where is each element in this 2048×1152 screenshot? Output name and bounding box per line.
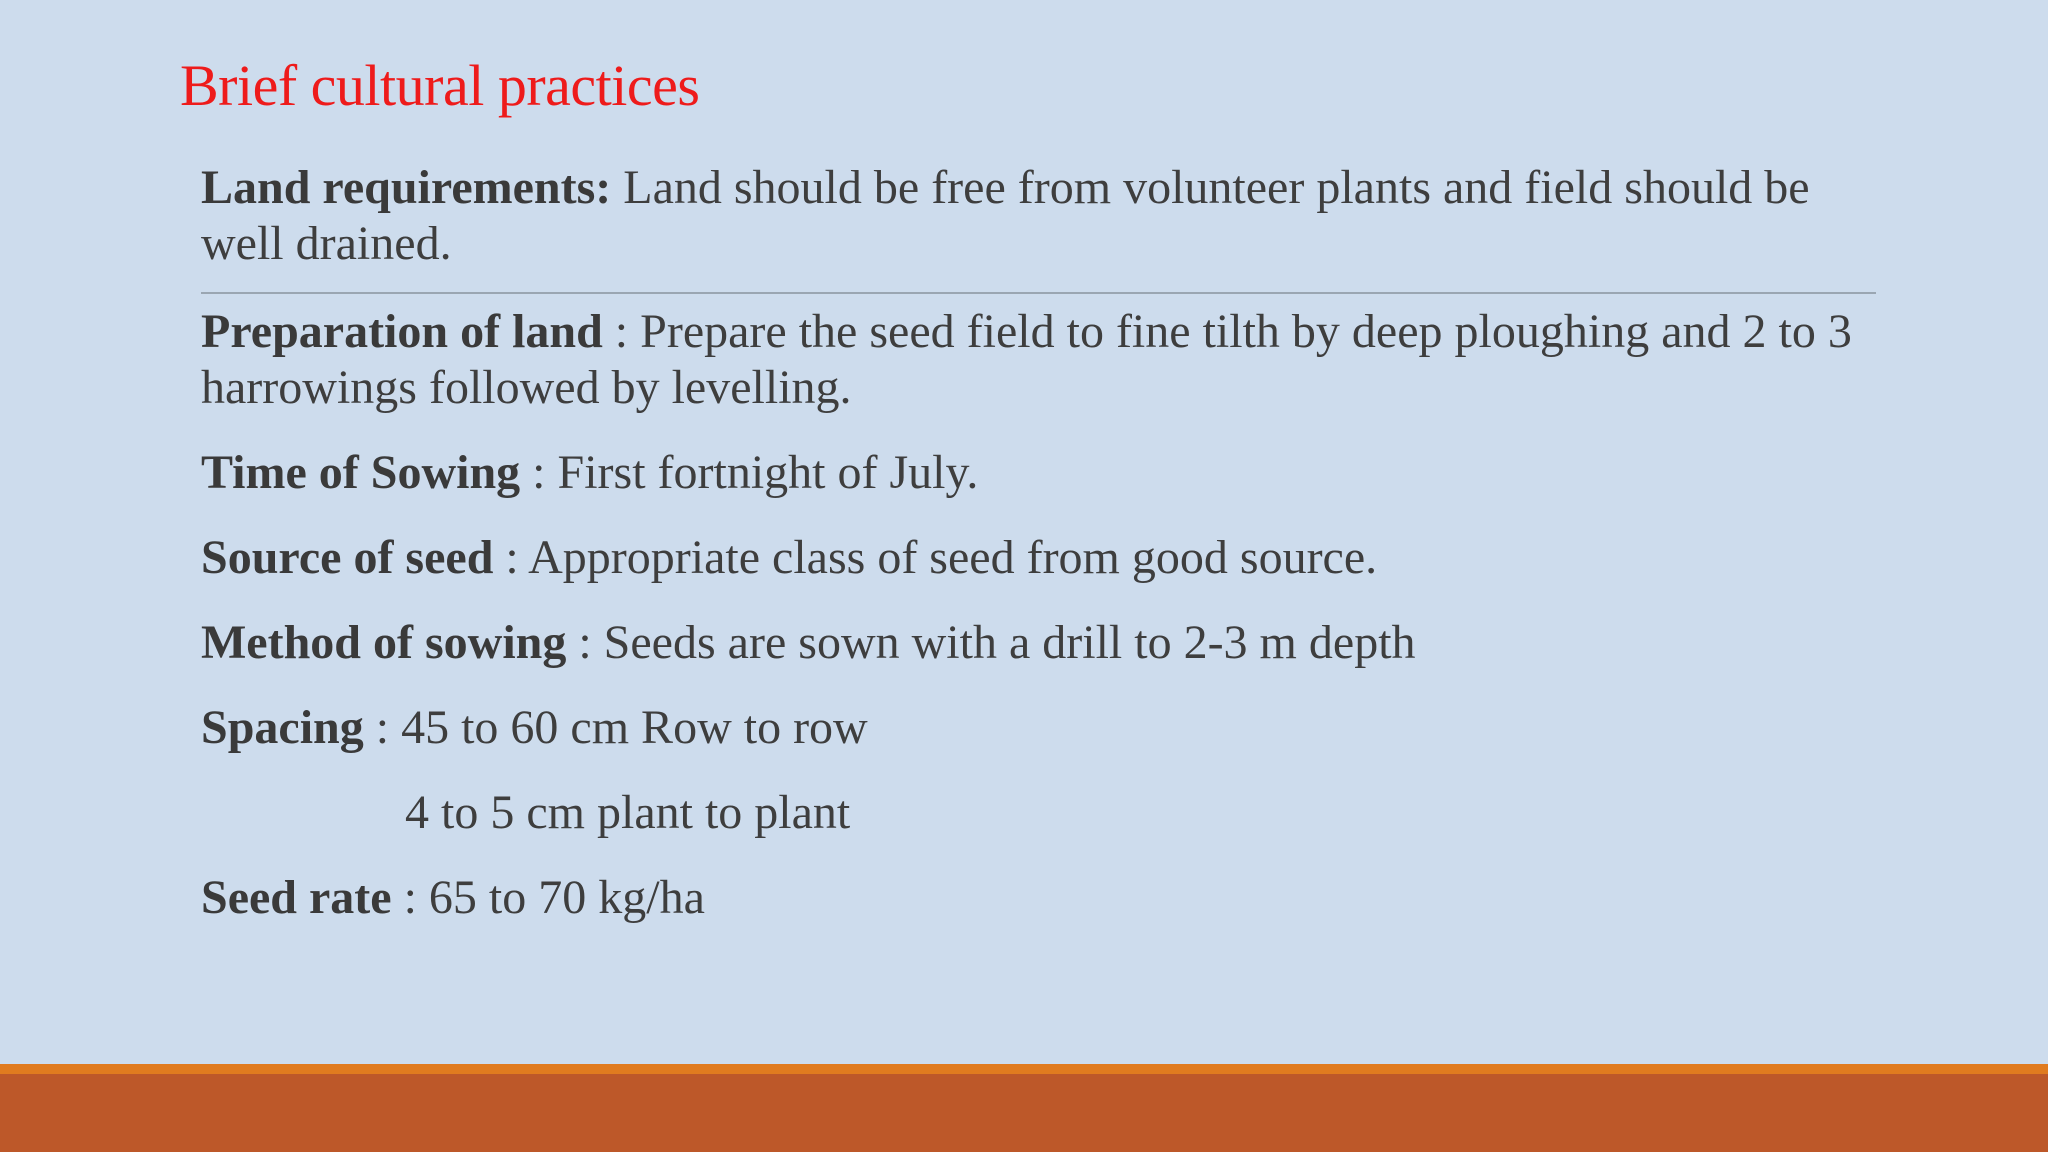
spacing-item: [201, 700, 1876, 756]
source-of-seed-item: [201, 530, 1876, 586]
seed-rate-item: [201, 870, 1876, 926]
preparation-of-land-label: Preparation of land: [201, 305, 603, 358]
divider: [201, 292, 1876, 294]
method-of-sowing-text: : Seeds are sown with a drill to 2-3 m depth: [566, 616, 1416, 669]
footer-band-orange: [0, 1064, 2048, 1074]
time-of-sowing-text: : First fortnight of July.: [520, 446, 979, 499]
time-of-sowing-item: [201, 445, 1876, 501]
land-requirements-label: Land requirements:: [201, 161, 612, 214]
spacing-plant-text: 4 to 5 cm plant to plant: [405, 786, 851, 839]
method-of-sowing-item: [201, 615, 1876, 671]
spacing-row-text: : 45 to 60 cm Row to row: [363, 701, 868, 754]
land-requirements-item: [201, 160, 1876, 272]
seed-rate-text: : 65 to 70 kg/ha: [391, 871, 705, 924]
source-of-seed-text: : Appropriate class of seed from good source.: [493, 531, 1378, 584]
source-of-seed-label: Source of seed: [201, 531, 494, 584]
slide-body: [201, 160, 1876, 926]
slide-title: Brief cultural practices: [180, 53, 700, 118]
preparation-of-land-text: : Prepare the seed field to fine tilth by deep ploughing and 2 to 3 harrowings followed by levelling.: [201, 305, 1852, 414]
footer-band-rust: [0, 1074, 2048, 1152]
spacing-label: Spacing: [201, 701, 364, 754]
method-of-sowing-label: Method of sowing: [201, 616, 567, 669]
preparation-of-land-item: [201, 304, 1876, 416]
spacing-plant-item: [201, 785, 1876, 841]
land-requirements-text: Land should be free from volunteer plants and field should be well drained.: [201, 161, 1810, 270]
time-of-sowing-label: Time of Sowing: [201, 446, 521, 499]
seed-rate-label: Seed rate: [201, 871, 392, 924]
